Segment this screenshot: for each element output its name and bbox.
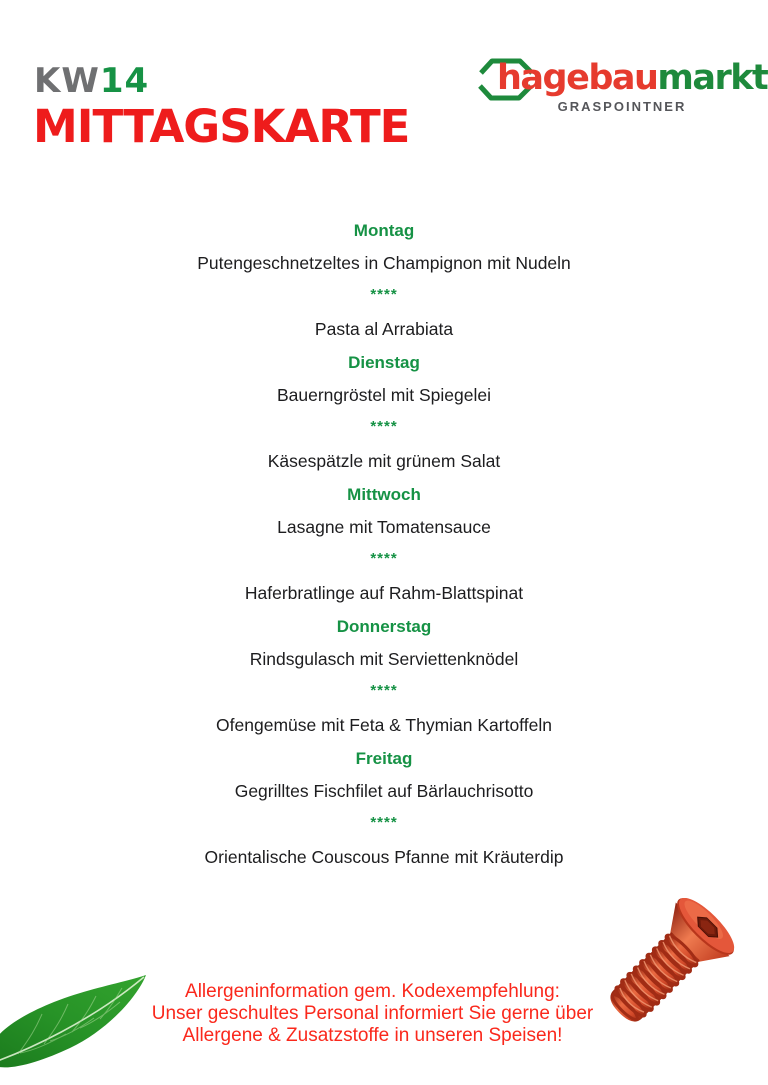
menu-day-mittwoch [0, 478, 768, 610]
separator-stars: **** [370, 286, 398, 303]
allergen-note [100, 981, 645, 1047]
dish: Ofengemüse mit Feta & Thymian Kartoffeln [216, 715, 552, 735]
logo-word-hagebau: hagebau [497, 58, 658, 98]
dish: Gegrilltes Fischfilet auf Bärlauchrisotto [234, 781, 534, 801]
day-name: Donnerstag [336, 617, 432, 636]
dish: Bauerngröstel mit Spiegelei [276, 385, 491, 405]
dish: Käsespätzle mit grünem Salat [267, 451, 501, 471]
separator-stars: **** [370, 814, 398, 831]
week-label: KW [34, 61, 100, 101]
week-heading [34, 62, 149, 100]
dish: Putengeschnetzeltes in Champignon mit Nudeln [197, 253, 571, 273]
dish: Lasagne mit Tomatensauce [277, 517, 491, 537]
day-name: Mittwoch [347, 485, 421, 504]
weekly-menu [0, 214, 768, 874]
allergen-line-2: Unser geschultes Personal informiert Sie gerne über [151, 1003, 594, 1024]
dish: Pasta al Arrabiata [314, 319, 454, 339]
logo-subtitle: GRASPOINTNER [557, 99, 687, 114]
separator-stars: **** [370, 682, 398, 699]
day-name: Dienstag [348, 353, 420, 372]
day-name: Montag [353, 221, 415, 240]
screw-image [608, 898, 768, 1063]
logo-wordmark [497, 58, 768, 98]
separator-stars: **** [370, 418, 398, 435]
week-number: 14 [99, 61, 150, 101]
page-title: MITTAGSKARTE [33, 100, 410, 153]
separator-stars: **** [370, 550, 398, 567]
allergen-line-1: Allergeninformation gem. Kodexempfehlung: [185, 981, 560, 1002]
logo-word-markt: markt [657, 58, 768, 98]
dish: Orientalische Couscous Pfanne mit Kräuterdip [204, 847, 564, 867]
dish: Rindsgulasch mit Serviettenknödel [249, 649, 519, 669]
hagebaumarkt-logo [477, 52, 768, 120]
menu-day-donnerstag [0, 610, 768, 742]
day-name: Freitag [355, 749, 413, 768]
menu-day-freitag [0, 742, 768, 874]
allergen-line-3: Allergene & Zusatzstoffe in unseren Speisen! [182, 1025, 563, 1046]
menu-day-montag [0, 214, 768, 346]
dish: Haferbratlinge auf Rahm-Blattspinat [244, 583, 524, 603]
menu-day-dienstag [0, 346, 768, 478]
